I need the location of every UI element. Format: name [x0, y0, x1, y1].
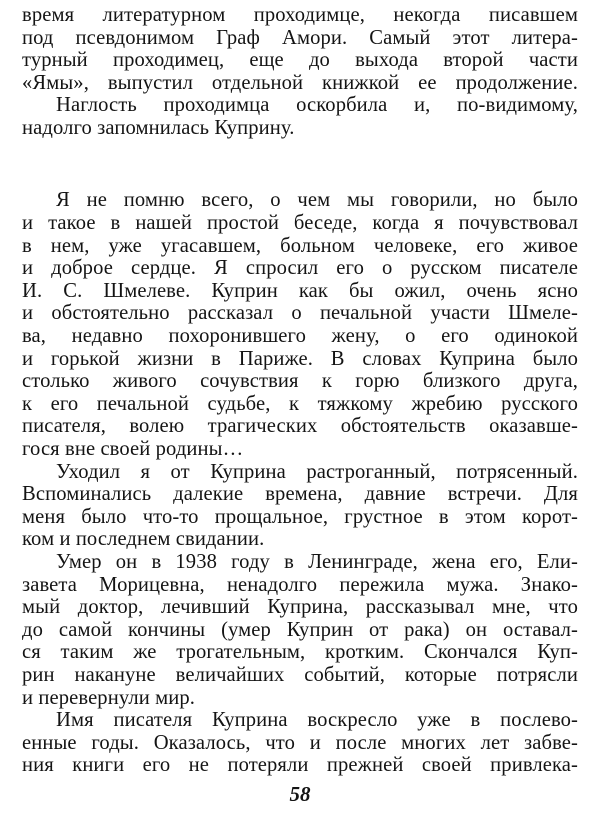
text-line: Уходил я от Куприна растроганный, потрясенный. — [56, 460, 578, 483]
text-line: И. С. Шмелеве. Куприн как бы ожил, очень ясно — [22, 279, 578, 302]
text-line: Вспоминались далекие времена, давние встречи. Для — [22, 483, 578, 506]
text-line: «Ямы», выпустил отдельной книжкой ее продолжение. — [22, 71, 578, 94]
text-line: и доброе сердце. Я спросил его о русском писателе — [22, 257, 578, 280]
text-line: ва, недавно похоронившего жену, о его одинокой — [22, 324, 578, 347]
text-line: и обстоятельно рассказал о печальной участи Шмеле- — [22, 302, 578, 325]
text-line: ся таким же трогательным, кротким. Скончался Куп- — [22, 641, 578, 664]
text-line: ния книги его не потеряли прежней своей привлека- — [22, 754, 578, 777]
text-line: меня было что-то прощальное, грустное в этом корот- — [22, 505, 578, 528]
text-line: и такое в нашей простой беседе, когда я почувствовал — [22, 211, 578, 234]
text-line: завета Морицевна, ненадолго пережила мужа. Знако- — [22, 573, 578, 596]
text-line: под псевдонимом Граф Амори. Самый этот литера- — [22, 26, 578, 49]
text-line: и перевернули мир. — [22, 686, 195, 709]
text-line: гося вне своей родины… — [22, 437, 244, 460]
text-line: время литературном проходимце, некогда писавшем — [22, 4, 578, 26]
text-line: к его печальной судьбе, к тяжкому жребию русского — [22, 392, 578, 415]
text-line: надолго запомнилась Куприну. — [22, 117, 295, 139]
text-line: писателя, волею трагических обстоятельств оказавше- — [22, 415, 578, 438]
text-line: енные годы. Оказалось, что и после многих лет забве- — [22, 731, 578, 754]
text-line: Наглость проходимца оскорбила и, по-видимому, — [56, 94, 578, 117]
text-line: Я не помню всего, о чем мы говорили, но было — [56, 189, 578, 212]
text-line: мый доктор, лечивший Куприна, рассказывал мне, что — [22, 596, 578, 619]
text-line: рин накануне величайших событий, которые потрясли — [22, 663, 578, 686]
page-number: 58 — [289, 782, 311, 806]
text-line: и горькой жизни в Париже. В словах Куприна было — [22, 347, 578, 370]
text-line: в нем, уже угасавшем, больном человеке, его живое — [22, 234, 578, 257]
text-line: ком и последнем свидании. — [22, 528, 265, 551]
text-line: до самой кончины (умер Куприн от рака) он оставал- — [22, 618, 578, 641]
text-line: турный проходимец, еще до выхода второй части — [22, 49, 578, 72]
text-line: Умер он в 1938 году в Ленинграде, жена его, Ели- — [56, 550, 578, 573]
text-line: столько живого сочувствия к горю близкого друга, — [22, 370, 578, 393]
text-line: Имя писателя Куприна воскресло уже в послево- — [56, 709, 578, 732]
